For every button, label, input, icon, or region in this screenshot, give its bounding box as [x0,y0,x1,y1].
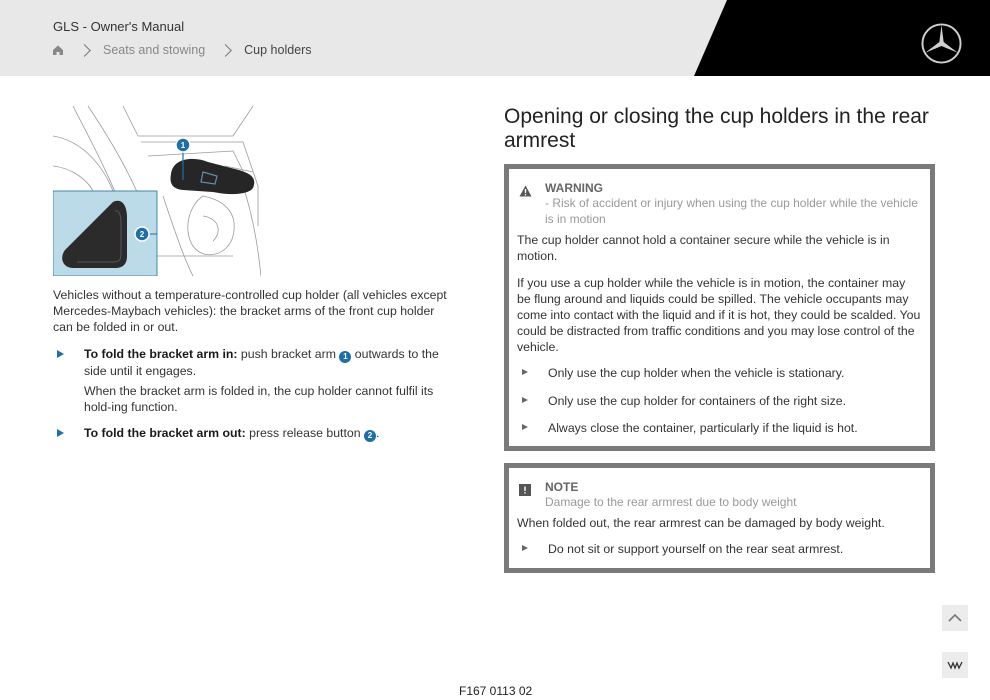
warning-paragraph: The cup holder cannot hold a container secure while the vehicle is in motion. [517,233,890,263]
breadcrumb [52,42,312,58]
note-subtitle: Damage to the rear armrest due to body weight [545,495,797,509]
warning-label: WARNING [545,181,603,195]
step-fold-out [53,425,463,442]
scroll-to-top-button[interactable] [942,605,968,631]
step-text: outwards to the side until it engages. [84,347,439,378]
exclamation-square-icon [519,484,531,496]
mercedes-star-logo [920,22,963,65]
warning-triangle-icon [519,185,532,197]
warning-subtitle: - Risk of accident or injury when using the cup holder while the vehicle is in motion [545,196,918,226]
callout-1-badge: 1 [339,351,351,363]
step-title: To fold the bracket arm out: [84,426,246,440]
note-paragraph: When folded out, the rear armrest can be damaged by body weight. [517,516,885,530]
note-label: NOTE [545,480,579,494]
chevron-up-icon [947,613,963,623]
image-code: F167 0113 02 [459,684,533,698]
step-arrow-icon [57,429,64,437]
instruction-steps [53,346,463,452]
step-text: . [375,426,380,440]
step-text: press release button [245,426,364,440]
list-item: Always close the container, particularly if the liquid is hot. [517,420,922,436]
warning-header [517,181,922,227]
chevron-right-icon [78,44,91,57]
warning-list [517,365,922,436]
arrow-icon [522,397,528,403]
warning-paragraph: If you use a cup holder while the vehicle is in motion, the container may be flung around and liquids could be spilled. The vehicle occupants may come into contact with the liquid and if it is hot, they could be scalded. You could be distracted from traffic conditions and you may lose control of the vehicle. [517,276,921,354]
note-list [517,541,922,557]
home-icon[interactable] [52,44,64,56]
list-item: Only use the cup holder for containers of the right size. [517,393,922,409]
cup-holder-illustration [53,106,261,276]
note-header [517,480,922,510]
breadcrumb-item-seats-and-stowing[interactable]: Seats and stowing [103,43,206,57]
step-title: To fold the bracket arm in: [84,347,238,361]
step-fold-in [53,346,463,415]
warning-box [504,164,935,451]
feedback-button[interactable] [942,652,968,678]
list-item: Only use the cup holder when the vehicle is stationary. [517,365,922,381]
section-title: Opening or closing the cup holders in the rear armrest [504,105,929,152]
callout-2-label: 2 [139,230,145,239]
callout-2-badge: 2 [364,430,376,442]
callout-1-label: 1 [180,141,186,150]
arrow-icon [522,424,528,430]
manual-title: GLS - Owner's Manual [53,19,185,34]
chevron-right-icon [219,44,232,57]
breadcrumb-item-cup-holders: Cup holders [244,43,312,57]
feedback-icon [947,659,963,671]
step-text: push bracket arm [237,347,340,361]
arrow-icon [522,369,528,375]
step-arrow-icon [57,350,64,358]
intro-paragraph: Vehicles without a temperature-controlled cup holder (all vehicles except Mercedes-Maybach vehicles): the bracket arms of the front cup holder can be folded in or out. [53,288,447,334]
note-box [504,463,935,573]
step-result: When the bracket arm is folded in, the cup holder cannot fulfil its hold-ing function. [84,384,434,414]
arrow-icon [522,545,528,551]
list-item: Do not sit or support yourself on the rear seat armrest. [517,541,922,557]
